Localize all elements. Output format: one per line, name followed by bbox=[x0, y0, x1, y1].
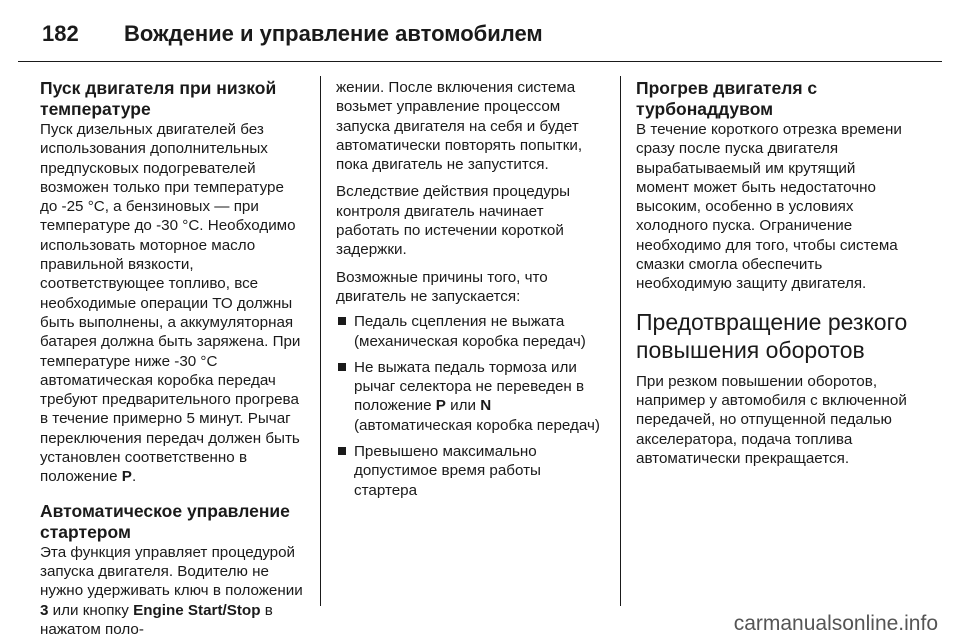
section-heading: Автоматическое управление стартером bbox=[40, 500, 290, 542]
section-heading-large: Предотвращение резкого повышения оборотов bbox=[636, 308, 908, 363]
page-header bbox=[42, 14, 543, 54]
paragraph: Эта функция управляет процедурой запуска двигателя. Водителю не нужно удерживать ключ в положении 3 или кнопку Engine Start/Stop в нажатом поло- bbox=[40, 543, 303, 638]
list-item: Педаль сцепления не выжата (механическая коробка передач) bbox=[336, 312, 606, 351]
column-3 bbox=[636, 78, 908, 468]
section-heading: Пуск двигателя при низкой температуре bbox=[40, 78, 277, 119]
square-bullet-icon bbox=[338, 363, 346, 371]
page-title: Вождение и управление автомобилем bbox=[124, 21, 543, 46]
paragraph: В течение короткого отрезка времени сразу после пуска двигателя вырабатываемый им крутящий момент может быть недостаточно высоким, особенно в условиях холодного пуска. Ограничение необходимо для того, чтобы система смазки смогла обеспечить необходимую защиту двигателя. bbox=[636, 121, 902, 293]
column-divider bbox=[320, 76, 321, 606]
list-item: Не выжата педаль тормоза или рычаг селектора не переведен в положение P или N (автоматическая коробка передач) bbox=[336, 358, 606, 435]
paragraph: жении. После включения система возьмет управление процессом запуска двигателя на себя и будет автоматически повторять попытки, пока двигатель не запустится. bbox=[336, 79, 583, 174]
section-heading: Прогрев двигателя с турбонаддувом bbox=[636, 78, 818, 119]
paragraph: Вследствие действия процедуры контроля двигатель начинает работать по истечении короткой задержки. bbox=[336, 183, 571, 259]
watermark: carmanualsonline.info bbox=[733, 612, 938, 635]
paragraph: При резком повышении оборотов, например у автомобиля с включенной передачей, но отпущенной педалью акселератора, подача топлива автоматически прекращается. bbox=[636, 372, 907, 467]
column-2 bbox=[336, 78, 606, 507]
page-number: 182 bbox=[42, 21, 79, 46]
paragraph: Пуск дизельных двигателей без использования дополнительных предпусковых подогревателей возможен только при температуре до -25 °C, а бензиновых — при температуре до -30 °C. Необходимо использовать моторное масло правильной вязкости, соответствующее топливо, все необходимые операции ТО должны быть выполнены, а аккумуляторная батарея должна быть заряжена. При температуре ниже -30 °C автоматическая коробка передач требуют предварительного прогрева в течение примерно 5 минут. Рычаг переключения передач должен быть установлен соответственно в положение P. bbox=[40, 121, 301, 486]
list-item: Превышено максимально допустимое время работы стартера bbox=[336, 442, 606, 500]
square-bullet-icon bbox=[338, 317, 346, 325]
square-bullet-icon bbox=[338, 447, 346, 455]
header-rule bbox=[18, 61, 942, 62]
bullet-list bbox=[336, 312, 606, 500]
column-divider bbox=[620, 76, 621, 606]
column-1 bbox=[40, 78, 305, 639]
paragraph: Возможные причины того, что двигатель не запускается: bbox=[336, 268, 548, 305]
